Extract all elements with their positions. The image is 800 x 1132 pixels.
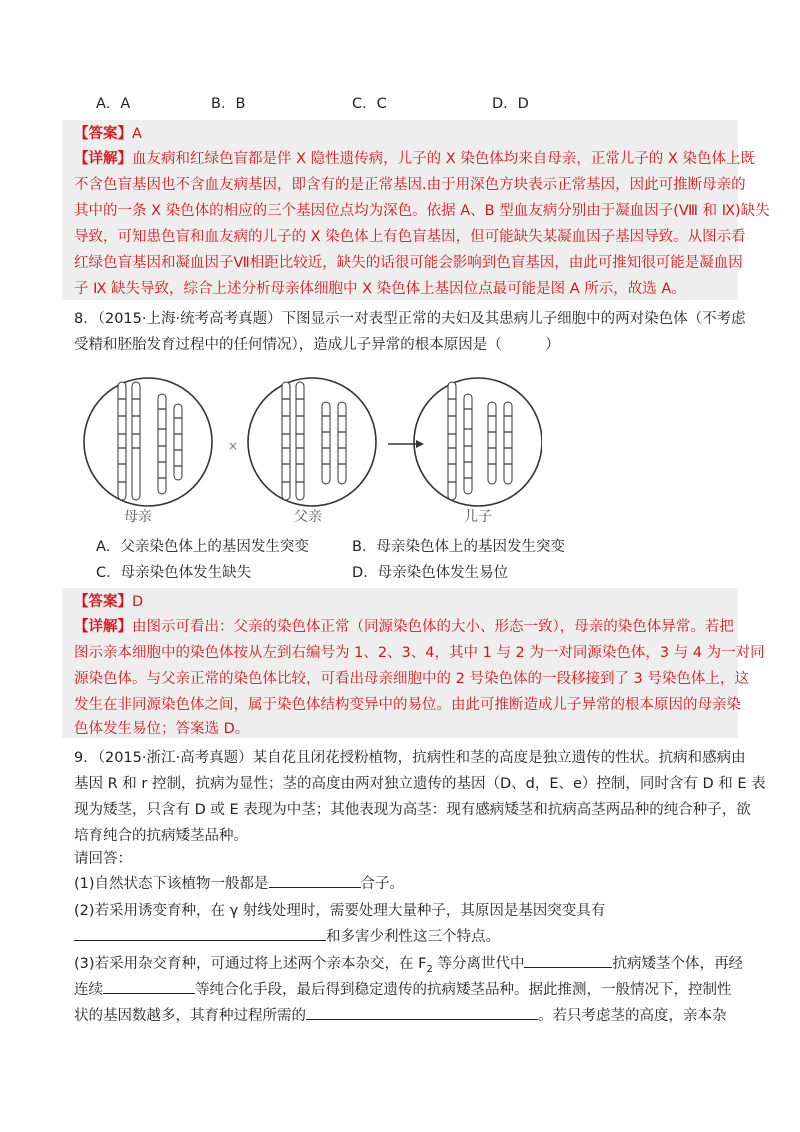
answer-blank-5[interactable] [306, 1003, 538, 1020]
sub2-text-b: 和多害少利性这三个特点。 [326, 929, 500, 945]
q8-stem-line-1: 8．（2015·上海·统考高考真题）下图显示一对表型正常的夫妇及其患病儿子细胞中的两对染色体（不考虑 [74, 311, 746, 327]
answer-blank-1[interactable] [269, 871, 361, 888]
label-son: 儿子 [464, 509, 492, 525]
sub3-text-e: 等纯合化手段，最后得到稳定遗传的抗病矮茎品种。据此推测，一般情况下，控制性 [195, 982, 732, 998]
q8-answer-line [74, 589, 734, 615]
sub1-text-b: 合子。 [360, 876, 405, 892]
answer-blank-4[interactable] [103, 977, 195, 994]
father-cell [248, 378, 376, 506]
q7-options [96, 92, 716, 116]
q8-detail-line-2: 图示亲本细胞中的染色体按从左到右编号为 1、2、3、4，其中 1 与 2 为一对同源染色体，3 与 4 为一对同 [74, 645, 765, 661]
q8-option-b: B．母亲染色体上的基因发生突变 [352, 539, 565, 555]
label-mother: 母亲 [124, 509, 152, 525]
q8-option-a: A．父亲染色体上的基因发生突变 [96, 539, 309, 555]
sub3-text-c: 抗病矮茎个体，再经 [612, 956, 743, 972]
q9-sub3-line-2 [74, 977, 734, 1003]
sub1-text-a: (1)自然状态下该植物一般都是 [74, 876, 269, 892]
q7-option-c: C．C [352, 96, 387, 112]
q7-detail-line-2: 不含色盲基因也不含血友病基因，即含有的是正常基因.由于用深色方块表示正常基因，因此可推断母亲的 [74, 177, 746, 193]
sub3-text-a: (3)若采用杂交育种，可通过将上述两个亲本杂交，在 F [74, 956, 427, 972]
q8-option-d: D．母亲染色体发生易位 [352, 565, 509, 581]
answer-value: D [132, 594, 144, 610]
q9-stem-line-4: 培育纯合的抗病矮茎品种。 [74, 828, 248, 844]
sub3-text-d: 连续 [74, 982, 103, 998]
q9-sub1 [74, 871, 734, 897]
q9-stem-line-1: 9．（2015·浙江·高考真题）某自花且闭花授粉植物，抗病性和茎的高度是独立遗传的性状。抗病和感病由 [74, 750, 746, 766]
answer-tag: 【答案】 [74, 126, 132, 142]
q8-detail-line-3: 源染色体。与父亲正常的染色体比较，可看出母亲细胞中的 2 号染色体的一段移接到了 3 号染色体上，这 [74, 671, 749, 687]
sub3-subscript: 2 [426, 963, 433, 975]
mother-cell [84, 378, 212, 506]
detail-text: 血友病和红绿色盲都是伴 X 隐性遗传病，儿子的 X 染色体均来自母亲，正常儿子的 X 染色体上既 [132, 151, 755, 167]
q9-prompt: 请回答： [74, 851, 132, 867]
label-father: 父亲 [294, 509, 322, 525]
q9-sub2-line-1: (2)若采用诱变育种，在 γ 射线处理时，需要处理大量种子，其原因是基因突变具有 [74, 903, 606, 919]
chromosome-figure [82, 354, 542, 530]
answer-tag: 【答案】 [74, 594, 132, 610]
q8-detail-line-4: 发生在非同源染色体之间，属于染色体结构变异中的易位。由此可推断造成儿子异常的根本原因的母亲染 [74, 697, 741, 713]
q9-stem-line-2: 基因 R 和 r 控制，抗病为显性；茎的高度由两对独立遗传的基因（D、d，E、e）控制，同时含有 D 和 E 表 [74, 776, 766, 792]
q7-answer-line [74, 121, 734, 147]
sub3-text-b: 等分离世代中 [432, 956, 525, 972]
sub3-text-f: 状的基因数越多，其育种过程所需的 [74, 1008, 306, 1024]
q9-sub3-line-3 [74, 1003, 734, 1029]
q7-option-d: D．D [492, 96, 529, 112]
q8-detail-line-1 [74, 614, 734, 640]
q9-stem-line-3: 现为矮茎，只含有 D 或 E 表现为中茎；其他表现为高茎：现有感病矮茎和抗病高茎两品种的纯合种子，欲 [74, 802, 751, 818]
arrow-icon [388, 440, 424, 448]
q7-option-a: A．A [96, 96, 131, 112]
cross-symbol: × [228, 439, 239, 453]
q7-option-b: B．B [211, 96, 246, 112]
q7-detail-line-5: 红绿色盲基因和凝血因子Ⅶ相距比较近，缺失的话很可能会影响到色盲基因，由此可推知很可能是凝血因 [74, 255, 743, 271]
detail-text: 由图示可看出：父亲的染色体正常（同源染色体的大小、形态一致），母亲的染色体异常。若把 [132, 619, 734, 635]
son-cell [414, 378, 542, 506]
answer-blank-2[interactable] [74, 924, 326, 941]
q7-detail-line-6: 子 Ⅸ 缺失导致，综合上述分析母亲体细胞中 X 染色体上基因位点最可能是图 A 所示，故选 A。 [74, 281, 686, 297]
detail-tag: 【详解】 [74, 619, 132, 635]
q7-detail-line-3: 其中的一条 X 染色体的相应的三个基因位点均为深色。依据 A、B 型血友病分别由于凝血因子(Ⅷ 和 Ⅸ)缺失 [74, 203, 770, 219]
answer-value: A [132, 126, 142, 142]
sub3-text-g: 。若只考虑茎的高度，亲本杂 [538, 1008, 727, 1024]
q7-detail-line-4: 导致，可知患色盲和血友病的儿子的 X 染色体上有色盲基因，但可能缺失某凝血因子基因导致。从图示看 [74, 229, 746, 245]
q8-detail-line-5: 色体发生易位；答案选 D。 [74, 721, 250, 737]
q7-detail-line-1 [74, 146, 755, 172]
q9-sub2-line-2 [74, 924, 734, 950]
q8-stem-line-2: 受精和胚胎发育过程中的任何情况），造成儿子异常的根本原因是（ ） [74, 337, 560, 353]
q8-option-c: C．母亲染色体发生缺失 [96, 565, 252, 581]
answer-blank-3[interactable] [524, 951, 612, 968]
detail-tag: 【详解】 [74, 151, 132, 167]
